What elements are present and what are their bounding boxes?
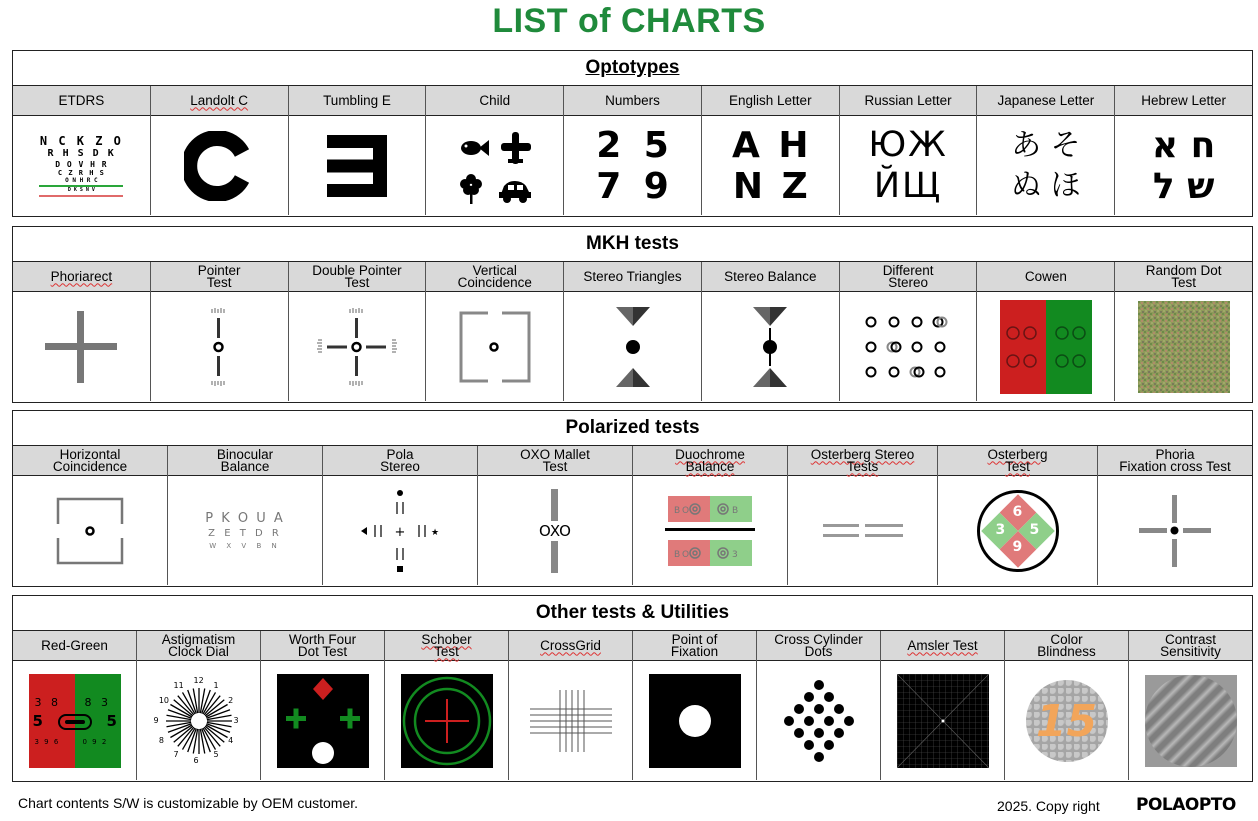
cc-dot <box>824 740 834 750</box>
english-letters: A H N Z <box>732 124 809 207</box>
chart-label: Cowen <box>977 262 1114 292</box>
chart-label: Astigmatism Clock Dial <box>137 631 260 661</box>
cc-dot <box>834 704 844 714</box>
chart-label: Osterberg Test <box>938 446 1097 476</box>
section-optotypes <box>12 50 1253 217</box>
chart-tumbling-e[interactable] <box>289 86 427 215</box>
duochrome-balance-symbol <box>633 476 787 585</box>
chart-color-blindness[interactable] <box>1005 631 1129 780</box>
clock-dial-symbol <box>137 661 260 780</box>
chart-label: Contrast Sensitivity <box>1129 631 1252 661</box>
cc-dot <box>814 680 824 690</box>
brand-logo: POLAOPTO <box>1136 795 1236 815</box>
footer-note: Chart contents S/W is customizable by OEM customer. <box>18 795 359 811</box>
cc-dot <box>814 752 824 762</box>
point-of-fixation-symbol <box>633 661 756 780</box>
horizontal-coincidence-symbol <box>13 476 167 585</box>
chart-russian-letter[interactable] <box>840 86 978 215</box>
chart-duochrome-balance[interactable] <box>633 446 788 585</box>
chart-label: Japanese Letter <box>977 86 1114 116</box>
chart-label: Russian Letter <box>840 86 977 116</box>
landolt-c-symbol <box>151 116 288 215</box>
etdrs-chart: N C K Z O R H S D K D O V H R C Z R H S O N H R C D K S N V <box>13 116 150 215</box>
chart-label: Pola Stereo <box>323 446 477 476</box>
cc-dot <box>814 728 824 738</box>
section-title: MKH tests <box>13 227 1252 262</box>
color-blindness-symbol: 15 <box>1005 661 1128 780</box>
contrast-sensitivity-symbol <box>1129 661 1252 780</box>
svg-text:B: B <box>674 549 681 560</box>
chart-horizontal-coincidence[interactable] <box>13 446 168 585</box>
svg-text:O: O <box>682 549 690 560</box>
chart-crossgrid[interactable] <box>509 631 633 780</box>
cc-dot <box>824 716 834 726</box>
cross-cylinder-dots-symbol <box>757 661 880 780</box>
chart-cross-cylinder-dots[interactable] <box>757 631 881 780</box>
svg-text:+: + <box>394 524 406 540</box>
binocular-balance-symbol: P K O U A Z E T D R W X V B N <box>205 510 285 551</box>
osterberg-test-symbol: 3 6 5 9 <box>938 476 1097 585</box>
phoriarect-cross <box>13 292 150 401</box>
chart-label: Tumbling E <box>289 86 426 116</box>
chart-osterberg-stereo-tests[interactable] <box>788 446 938 585</box>
worth-four-dot-symbol <box>261 661 384 780</box>
clock-number: 5 <box>213 750 219 760</box>
chart-label: English Letter <box>702 86 839 116</box>
chart-label: Pointer Test <box>151 262 288 292</box>
tumbling-e-symbol <box>289 116 426 215</box>
chart-worth-four-dot[interactable] <box>261 631 385 780</box>
cc-dot <box>784 716 794 726</box>
chart-label: Random Dot Test <box>1115 262 1252 292</box>
car-icon <box>499 181 531 203</box>
russian-letters: ЮЖ ЙЩ <box>868 124 948 206</box>
hebrew-letters: ח א ש ל <box>1151 124 1216 207</box>
cc-dot <box>824 692 834 702</box>
fish-icon <box>461 140 489 156</box>
chart-double-pointer-test[interactable] <box>289 262 427 401</box>
chart-osterberg-test[interactable] <box>938 446 1098 585</box>
pointer-test-symbol <box>151 292 288 401</box>
airplane-icon <box>501 132 531 164</box>
chart-label: ETDRS <box>13 86 150 116</box>
chart-landolt-c[interactable] <box>151 86 289 215</box>
chart-phoriarect[interactable] <box>13 262 151 401</box>
chart-binocular-balance[interactable] <box>168 446 323 585</box>
vertical-coincidence-symbol <box>426 292 563 401</box>
chart-phoria-fixation-cross[interactable] <box>1098 446 1252 585</box>
clock-number: 7 <box>173 750 179 760</box>
pola-stereo-symbol <box>323 476 477 585</box>
chart-hebrew-letter[interactable] <box>1115 86 1252 215</box>
chart-label: Worth Four Dot Test <box>261 631 384 661</box>
chart-label: Color Blindness <box>1005 631 1128 661</box>
cc-dot <box>804 692 814 702</box>
osterberg-stereo-symbol <box>788 476 937 585</box>
chart-label: Hebrew Letter <box>1115 86 1252 116</box>
chart-pointer-test[interactable] <box>151 262 289 401</box>
svg-text:O: O <box>682 505 690 516</box>
cc-dot <box>794 728 804 738</box>
double-pointer-symbol <box>289 292 426 401</box>
chart-label: Horizontal Coincidence <box>13 446 167 476</box>
stereo-triangles-symbol <box>564 292 701 401</box>
child-symbols <box>426 116 563 215</box>
chart-point-of-fixation[interactable] <box>633 631 757 780</box>
chart-label: Duochrome Balance <box>633 446 787 476</box>
chart-numbers[interactable] <box>564 86 702 215</box>
clock-number: 12 <box>193 675 204 685</box>
cc-dot <box>804 716 814 726</box>
svg-text:★: ★ <box>430 527 440 538</box>
amsler-grid-symbol <box>881 661 1004 780</box>
page-title: LIST of CHARTS <box>492 2 766 40</box>
chart-stereo-triangles[interactable] <box>564 262 702 401</box>
chart-label: Numbers <box>564 86 701 116</box>
clock-number: 11 <box>173 680 184 690</box>
section-mkh-tests <box>12 226 1253 403</box>
schober-symbol <box>385 661 508 780</box>
chart-label: Landolt C <box>151 86 288 116</box>
chart-etdrs[interactable] <box>13 86 151 215</box>
clock-number: 6 <box>193 755 199 765</box>
chart-label: Phoria Fixation cross Test <box>1098 446 1252 476</box>
clock-number: 8 <box>158 735 164 745</box>
japanese-letters: あ そ ぬ ほ <box>1011 127 1081 203</box>
chart-stereo-balance[interactable] <box>702 262 840 401</box>
chart-contrast-sensitivity[interactable] <box>1129 631 1252 780</box>
stereo-balance-symbol <box>702 292 839 401</box>
cc-dot <box>814 704 824 714</box>
chart-label: OXO Mallet Test <box>478 446 632 476</box>
chart-label: Schober Test <box>385 631 508 661</box>
chart-different-stereo[interactable] <box>840 262 978 401</box>
crossgrid-symbol <box>509 661 632 780</box>
chart-label: CrossGrid <box>509 631 632 661</box>
flower-icon <box>460 174 482 204</box>
different-stereo-symbol <box>840 292 977 401</box>
clock-number: 2 <box>228 695 234 705</box>
numbers-symbols: 2 5 7 9 <box>596 124 669 207</box>
cross-cylinder-dots <box>779 679 859 763</box>
chart-astigmatism-clock-dial[interactable] <box>137 631 261 780</box>
chart-label: Red-Green <box>13 631 136 661</box>
chart-oxo-mallet-test[interactable] <box>478 446 633 585</box>
section-title: Optotypes <box>13 51 1252 86</box>
chart-label: Phoriarect <box>13 262 150 292</box>
chart-vertical-coincidence[interactable] <box>426 262 564 401</box>
section-other-tests <box>12 595 1253 782</box>
svg-text:3: 3 <box>732 549 738 560</box>
chart-label: Stereo Balance <box>702 262 839 292</box>
random-dot-symbol <box>1115 292 1252 401</box>
chart-japanese-letter[interactable] <box>977 86 1115 215</box>
chart-label: Osterberg Stereo Tests <box>788 446 937 476</box>
cc-dot <box>844 716 854 726</box>
chart-label: Binocular Balance <box>168 446 322 476</box>
chart-label: Double Pointer Test <box>289 262 426 292</box>
cc-dot <box>804 740 814 750</box>
clock-number: 4 <box>228 735 234 745</box>
cc-dot <box>794 704 804 714</box>
chart-label: Point of Fixation <box>633 631 756 661</box>
clock-number: 3 <box>233 715 239 725</box>
chart-label: Cross Cylinder Dots <box>757 631 880 661</box>
chart-cowen[interactable] <box>977 262 1115 401</box>
clock-number: 9 <box>153 715 159 725</box>
section-title: Polarized tests <box>13 411 1252 446</box>
chart-amsler-test[interactable] <box>881 631 1005 780</box>
chart-label: Amsler Test <box>881 631 1004 661</box>
chart-english-letter[interactable] <box>702 86 840 215</box>
cowen-symbol <box>977 292 1114 401</box>
clock-number: 10 <box>158 695 170 705</box>
chart-red-green[interactable] <box>13 631 137 780</box>
chart-pola-stereo[interactable] <box>323 446 478 585</box>
clock-number: 1 <box>213 680 219 690</box>
section-title: Other tests & Utilities <box>13 596 1252 631</box>
chart-random-dot-test[interactable] <box>1115 262 1252 401</box>
chart-child[interactable] <box>426 86 564 215</box>
section-polarized-tests <box>12 410 1253 587</box>
chart-label: Stereo Triangles <box>564 262 701 292</box>
chart-schober-test[interactable] <box>385 631 509 780</box>
chart-label: Vertical Coincidence <box>426 262 563 292</box>
svg-text:B: B <box>732 505 739 516</box>
phoria-fixation-symbol <box>1098 476 1252 585</box>
footer-copyright: 2025. Copy right <box>997 798 1100 814</box>
oxo-mallet-symbol: OXO <box>478 476 632 585</box>
cc-dot <box>834 728 844 738</box>
red-green-symbol: 3 8 8 3 5 5 3 9 6 0 9 2 <box>13 661 136 780</box>
svg-text:B: B <box>674 505 681 516</box>
chart-label: Different Stereo <box>840 262 977 292</box>
chart-label: Child <box>426 86 563 116</box>
